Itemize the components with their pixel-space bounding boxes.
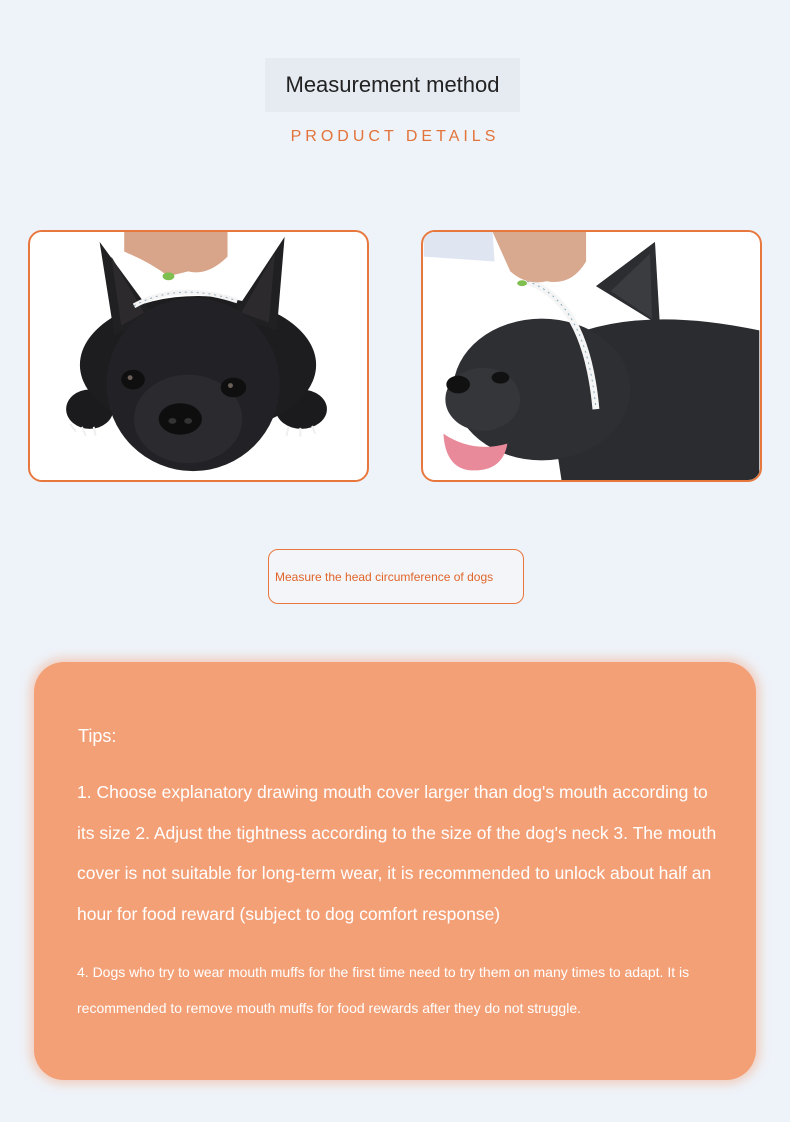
title-box — [265, 58, 520, 112]
dog-front-measure-image — [30, 232, 367, 480]
dog-front-photo — [28, 230, 369, 482]
caption-box — [268, 549, 524, 604]
tips-note: 4. Dogs who try to wear mouth muffs for the first time need to try them on many times to adapt. It is recommended to remove mouth muffs for food rewards after they do not struggle. — [77, 964, 690, 1016]
dog-side-photo — [421, 230, 762, 482]
tips-body: 1. Choose explanatory drawing mouth cover larger than dog's mouth according to its size 2. Adjust the tightness according to the size of the dog's neck 3. The mouth cover is not suitable for long-term wear, it is recommended to unlock about half an hour for food reward (subject to dog comfort response) — [77, 782, 717, 924]
page-title: Measurement method — [285, 72, 500, 97]
tips-card — [34, 662, 756, 1080]
tips-label: Tips: — [78, 726, 117, 746]
dog-side-measure-image — [423, 232, 760, 480]
caption-text: Measure the head circumference of dogs — [275, 569, 494, 584]
page-subtitle: PRODUCT DETAILS — [290, 128, 500, 145]
